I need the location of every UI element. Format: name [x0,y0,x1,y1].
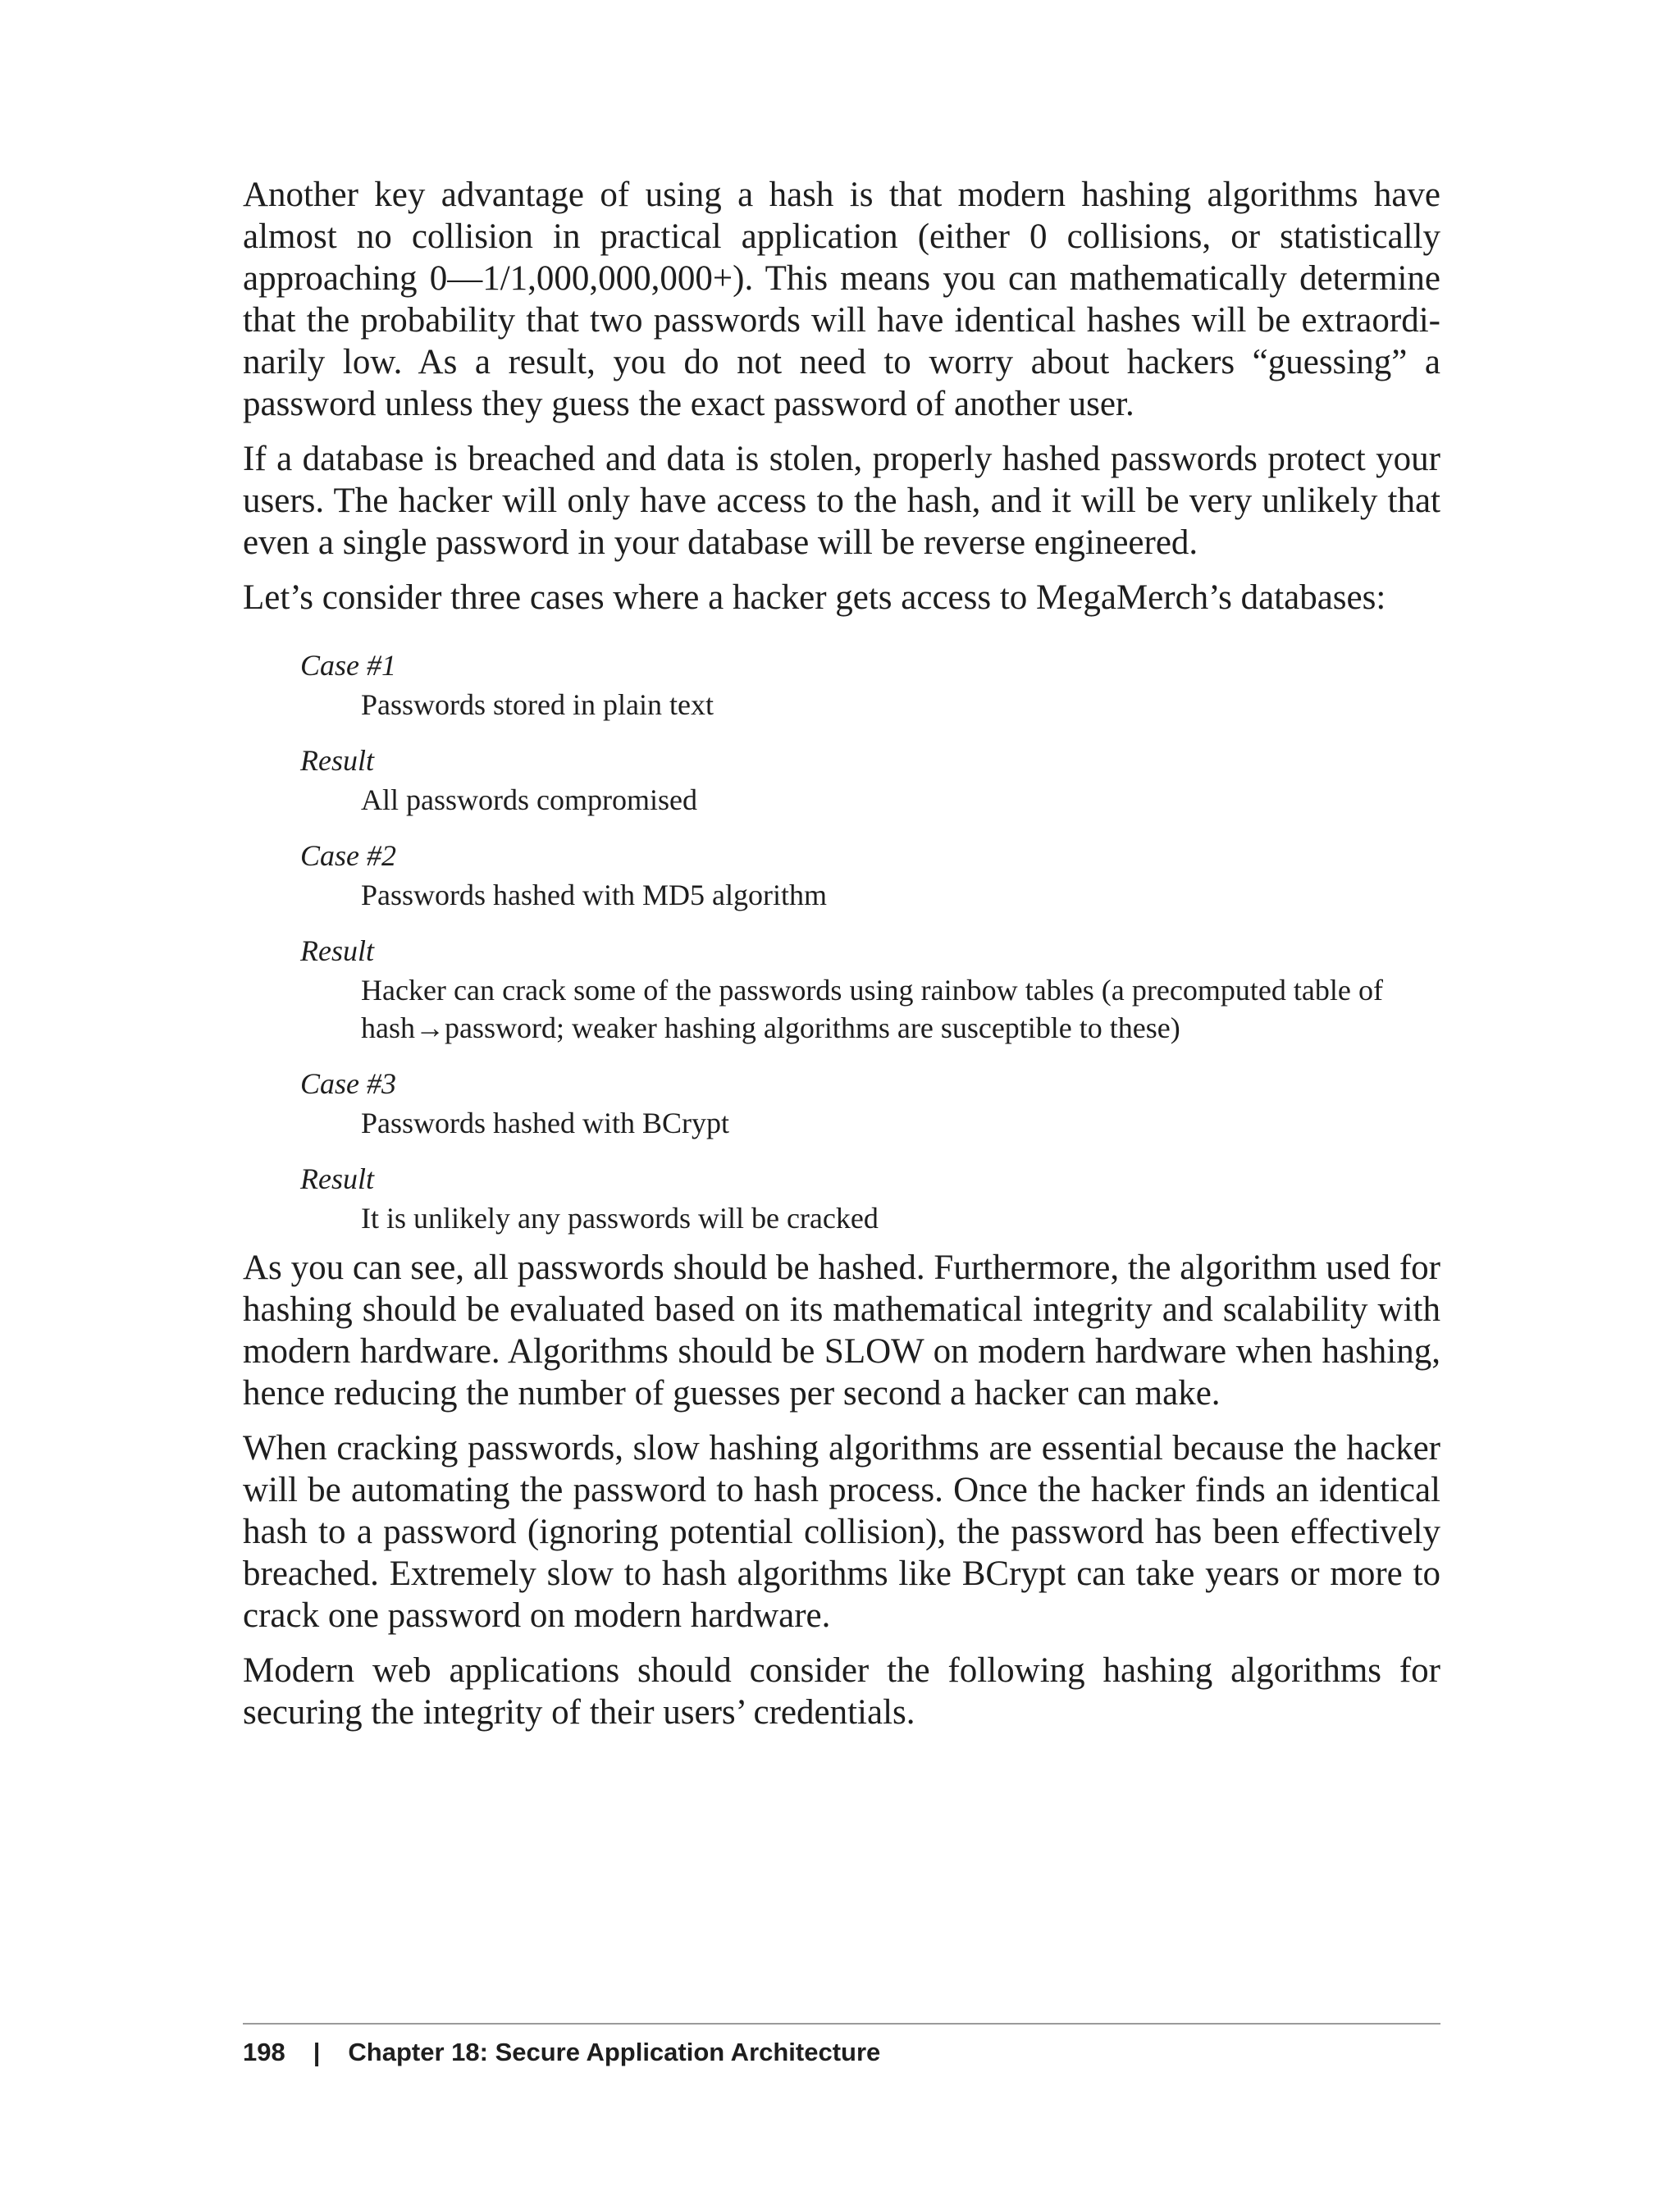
paragraph-recommended-algorithms: Modern web applications should consider the following hashing algorithms for securing the integrity of their users’ credentials. [243,1651,1440,1732]
paragraph-three-cases-intro: Let’s consider three cases where a hacker gets access to MegaMerch’s databases: [243,578,1386,617]
cases-list [300,648,1383,1237]
case-2-result-term: Result [300,934,374,967]
case-3-term: Case #3 [300,1067,396,1100]
case-2-term: Case #2 [300,839,396,872]
page-number: 198 [243,2038,285,2066]
case-3-result-definition: It is unlikely any passwords will be cracked [361,1202,879,1235]
footer-separator: | [313,2038,321,2066]
case-2-definition: Passwords hashed with MD5 algorithm [361,879,827,911]
case-1-definition: Passwords stored in plain text [361,688,714,721]
paragraph-slow-hashing: When cracking passwords, slow hashing algorithms are essential because the hacker will be automating the password to hash process. Once the hacker finds an identical hash to a password (ignoring potential collision), the password has been effectively breached. Extremely slow to hash algorithms like BCrypt can take years or more to crack one password on modern hardware. [243,1429,1440,1635]
chapter-title: Chapter 18: Secure Application Architecture [348,2038,881,2066]
case-1-result-term: Result [300,744,374,777]
case-2-result-definition: Hacker can crack some of the passwords using rainbow tables (a precomputed table of hash→password; weaker hashing algorithms are susceptible to these) [361,974,1383,1044]
paragraph-hash-collision: Another key advantage of using a hash is that modern hashing algorithms have almost no collision in practical application (either 0 collisions, or statistically approaching 0—1/1,000,000,000+). This means you can mathematically determine that the probability that two passwords will have identical hashes will be extraordinarily low. As a result, you do not need to worry about hackers “guessing” a password unless they guess the exact password of another user. [243,176,1440,423]
case-3-result-term: Result [300,1162,374,1195]
paragraph-database-breach: If a database is breached and data is stolen, properly hashed passwords protect your users. The hacker will only have access to the hash, and it will be very unlikely that even a single password in your database will be reverse engineered. [243,440,1440,562]
page-body [243,174,1440,1746]
case-1-result-definition: All passwords compromised [361,783,697,816]
case-3-definition: Passwords hashed with BCrypt [361,1107,729,1139]
paragraph-all-passwords-hashed: As you can see, all passwords should be hashed. Furthermore, the algorithm used for hashing should be evaluated based on its mathematical integrity and scalability with modern hardware. Algorithms should be SLOW on modern hardware when hashing, hence reducing the number of guesses per second a hacker can make. [243,1249,1440,1413]
case-1-term: Case #1 [300,649,396,682]
page-footer [243,2036,880,2069]
footer-divider [243,2023,1440,2025]
